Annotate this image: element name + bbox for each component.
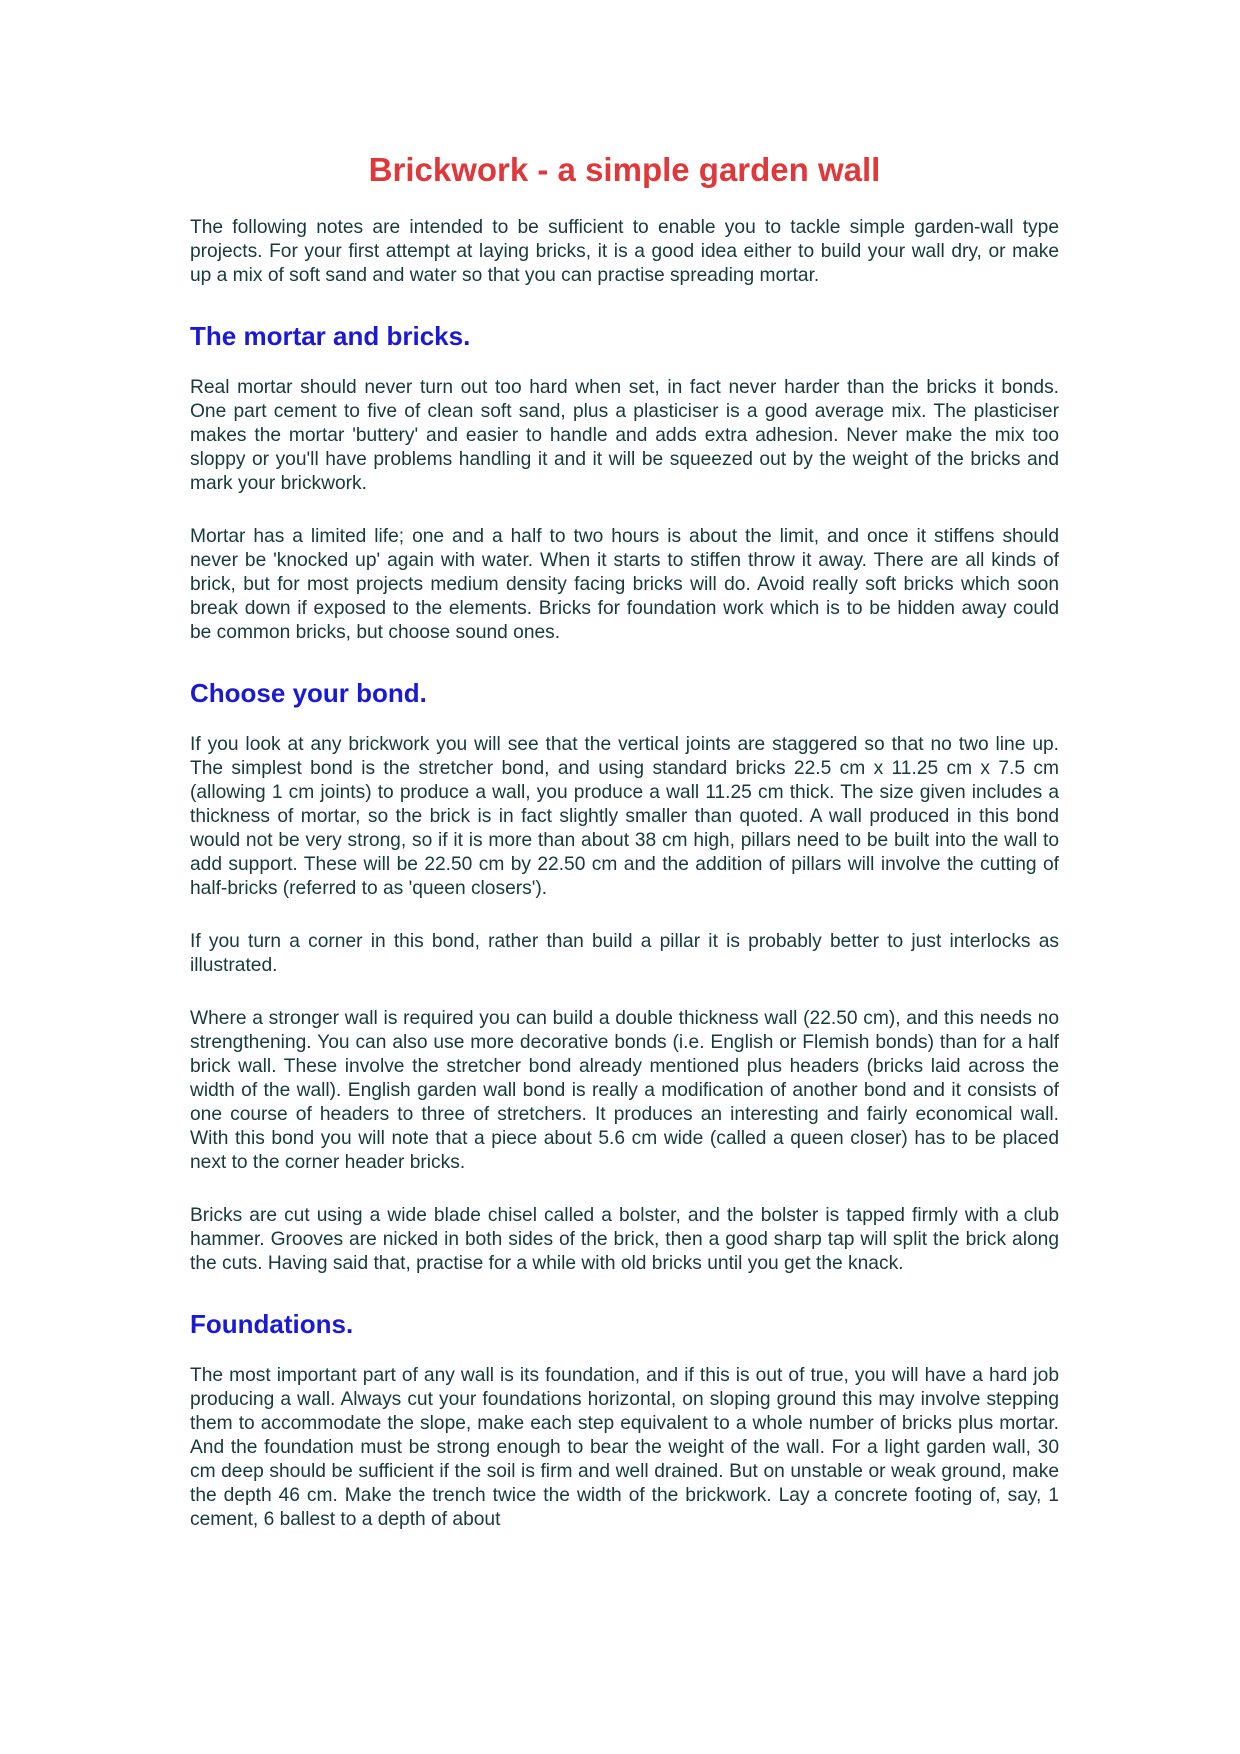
paragraph: Where a stronger wall is required you can build a double thickness wall (22.50 cm), and this needs no strengthening. You can also use more decorative bonds (i.e. English or Flemish bonds) than for a half brick wall. These involve the stretcher bond already mentioned plus headers (bricks laid across the width of the wall). English garden wall bond is really a modification of another bond and it consists of one course of headers to three of stretchers. It produces an interesting and fairly economical wall. With this bond you will note that a piece about 5.6 cm wide (called a queen closer) has to be placed next to the corner header bricks. (190, 1008, 1059, 1173)
section-heading: Foundations. (190, 1309, 354, 1339)
paragraph: Mortar has a limited life; one and a half to two hours is about the limit, and once it stiffens should never be 'knocked up' again with water. When it starts to stiffen throw it away. There are all kinds of brick, but for most projects medium density facing bricks will do. Avoid really soft bricks which soon break down if exposed to the elements. Bricks for foundation work which is to be hidden away could be common bricks, but choose sound ones. (190, 526, 1059, 643)
paragraph: If you look at any brickwork you will see that the vertical joints are staggered so that no two line up. The simplest bond is the stretcher bond, and using standard bricks 22.5 cm x 11.25 cm x 7.5 cm (allowing 1 cm joints) to produce a wall, you produce a wall 11.25 cm thick. The size given includes a thickness of mortar, so the brick is in fact slightly smaller than quoted. A wall produced in this bond would not be very strong, so if it is more than about 38 cm high, pillars need to be built into the wall to add support. These will be 22.50 cm by 22.50 cm and the addition of pillars will involve the cutting of half-bricks (referred to as 'queen closers'). (190, 734, 1059, 899)
paragraph: Real mortar should never turn out too hard when set, in fact never harder than the bricks it bonds. One part cement to five of clean soft sand, plus a plasticiser is a good average mix. The plasticiser makes the mortar 'buttery' and easier to handle and adds extra adhesion. Never make the mix too sloppy or you'll have problems handling it and it will be squeezed out by the weight of the bricks and mark your brickwork. (190, 377, 1059, 494)
paragraph: If you turn a corner in this bond, rather than build a pillar it is probably better to just interlocks as illustrated. (190, 931, 1059, 976)
document-page (190, 150, 1059, 1600)
intro-paragraph: The following notes are intended to be sufficient to enable you to tackle simple garden-wall type projects. For your first attempt at laying bricks, it is a good idea either to build your wall dry, or make up a mix of soft sand and water so that you can practise spreading mortar. (190, 217, 1059, 286)
section-choose-your-bond (190, 677, 1059, 1276)
paragraph: The most important part of any wall is its foundation, and if this is out of true, you will have a hard job producing a wall. Always cut your foundations horizontal, on sloping ground this may involve stepping them to accommodate the slope, make each step equivalent to a whole number of bricks plus mortar. And the foundation must be strong enough to bear the weight of the wall. For a light garden wall, 30 cm deep should be sufficient if the soil is firm and well drained. But on unstable or weak ground, make the depth 46 cm. Make the trench twice the width of the brickwork. Lay a concrete footing of, say, 1 cement, 6 ballest to a depth of about (190, 1365, 1059, 1530)
section-foundations (190, 1308, 1059, 1532)
section-heading: The mortar and bricks. (190, 321, 471, 351)
section-mortar-and-bricks (190, 320, 1059, 645)
document-title: Brickwork - a simple garden wall (368, 151, 881, 188)
paragraph: Bricks are cut using a wide blade chisel called a bolster, and the bolster is tapped firmly with a club hammer. Grooves are nicked in both sides of the brick, then a good sharp tap will split the brick along the cuts. Having said that, practise for a while with old bricks until you get the knack. (190, 1205, 1059, 1274)
section-heading: Choose your bond. (190, 678, 427, 708)
